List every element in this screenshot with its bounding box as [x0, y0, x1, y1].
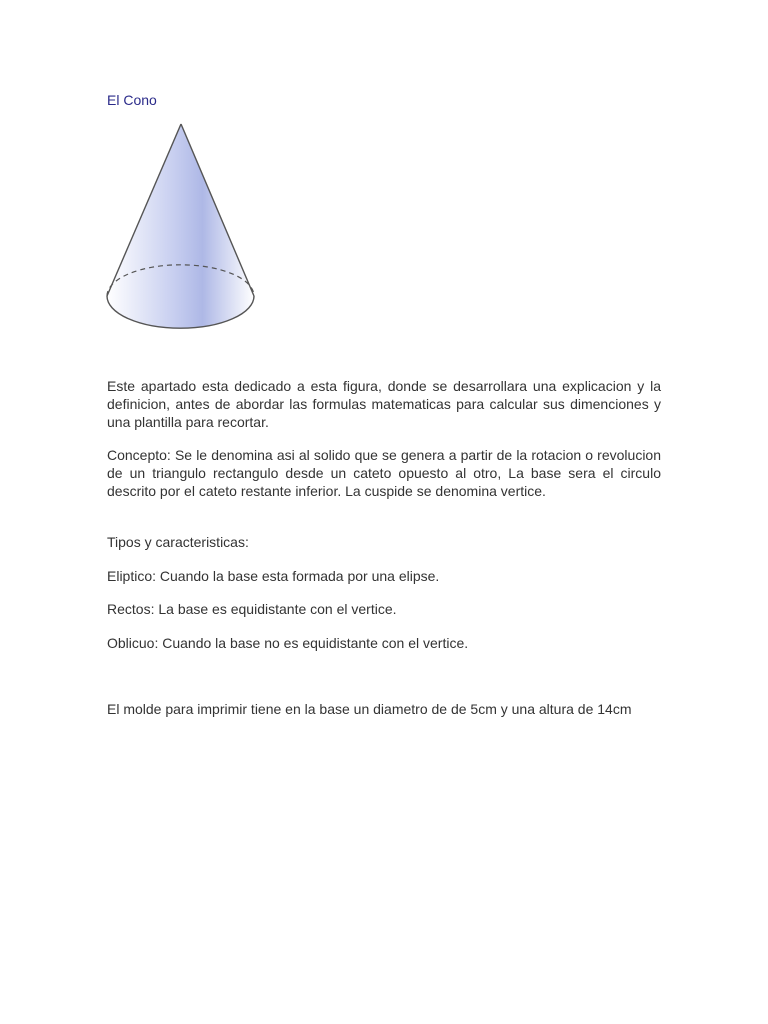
oblicuo-paragraph: Oblicuo: Cuando la base no es equidistante con el vertice. [107, 635, 469, 651]
concepto-paragraph: Concepto: Se le denomina asi al solido que se genera a partir de la rotacion o revolucion de un triangulo rectangulo desde un cateto opuesto al otro, La base sera el circulo descrito por el cateto restante inferior. La cuspide se denomina vertice. [107, 447, 661, 499]
cone-icon [104, 120, 260, 334]
cone-figure [104, 120, 260, 334]
intro-paragraph: Este apartado esta dedicado a esta figura, donde se desarrollara una explicacion y la definicion, antes de abordar las formulas matematicas para calcular sus dimenciones y una plantilla para recortar. [107, 378, 661, 430]
tipos-heading: Tipos y caracteristicas: [107, 534, 249, 550]
page-title: El Cono [107, 92, 157, 108]
molde-paragraph: El molde para imprimir tiene en la base un diametro de de 5cm y una altura de 14cm [107, 701, 632, 717]
rectos-paragraph: Rectos: La base es equidistante con el vertice. [107, 601, 397, 617]
eliptico-paragraph: Eliptico: Cuando la base esta formada por una elipse. [107, 568, 440, 584]
cone-body [107, 124, 254, 328]
